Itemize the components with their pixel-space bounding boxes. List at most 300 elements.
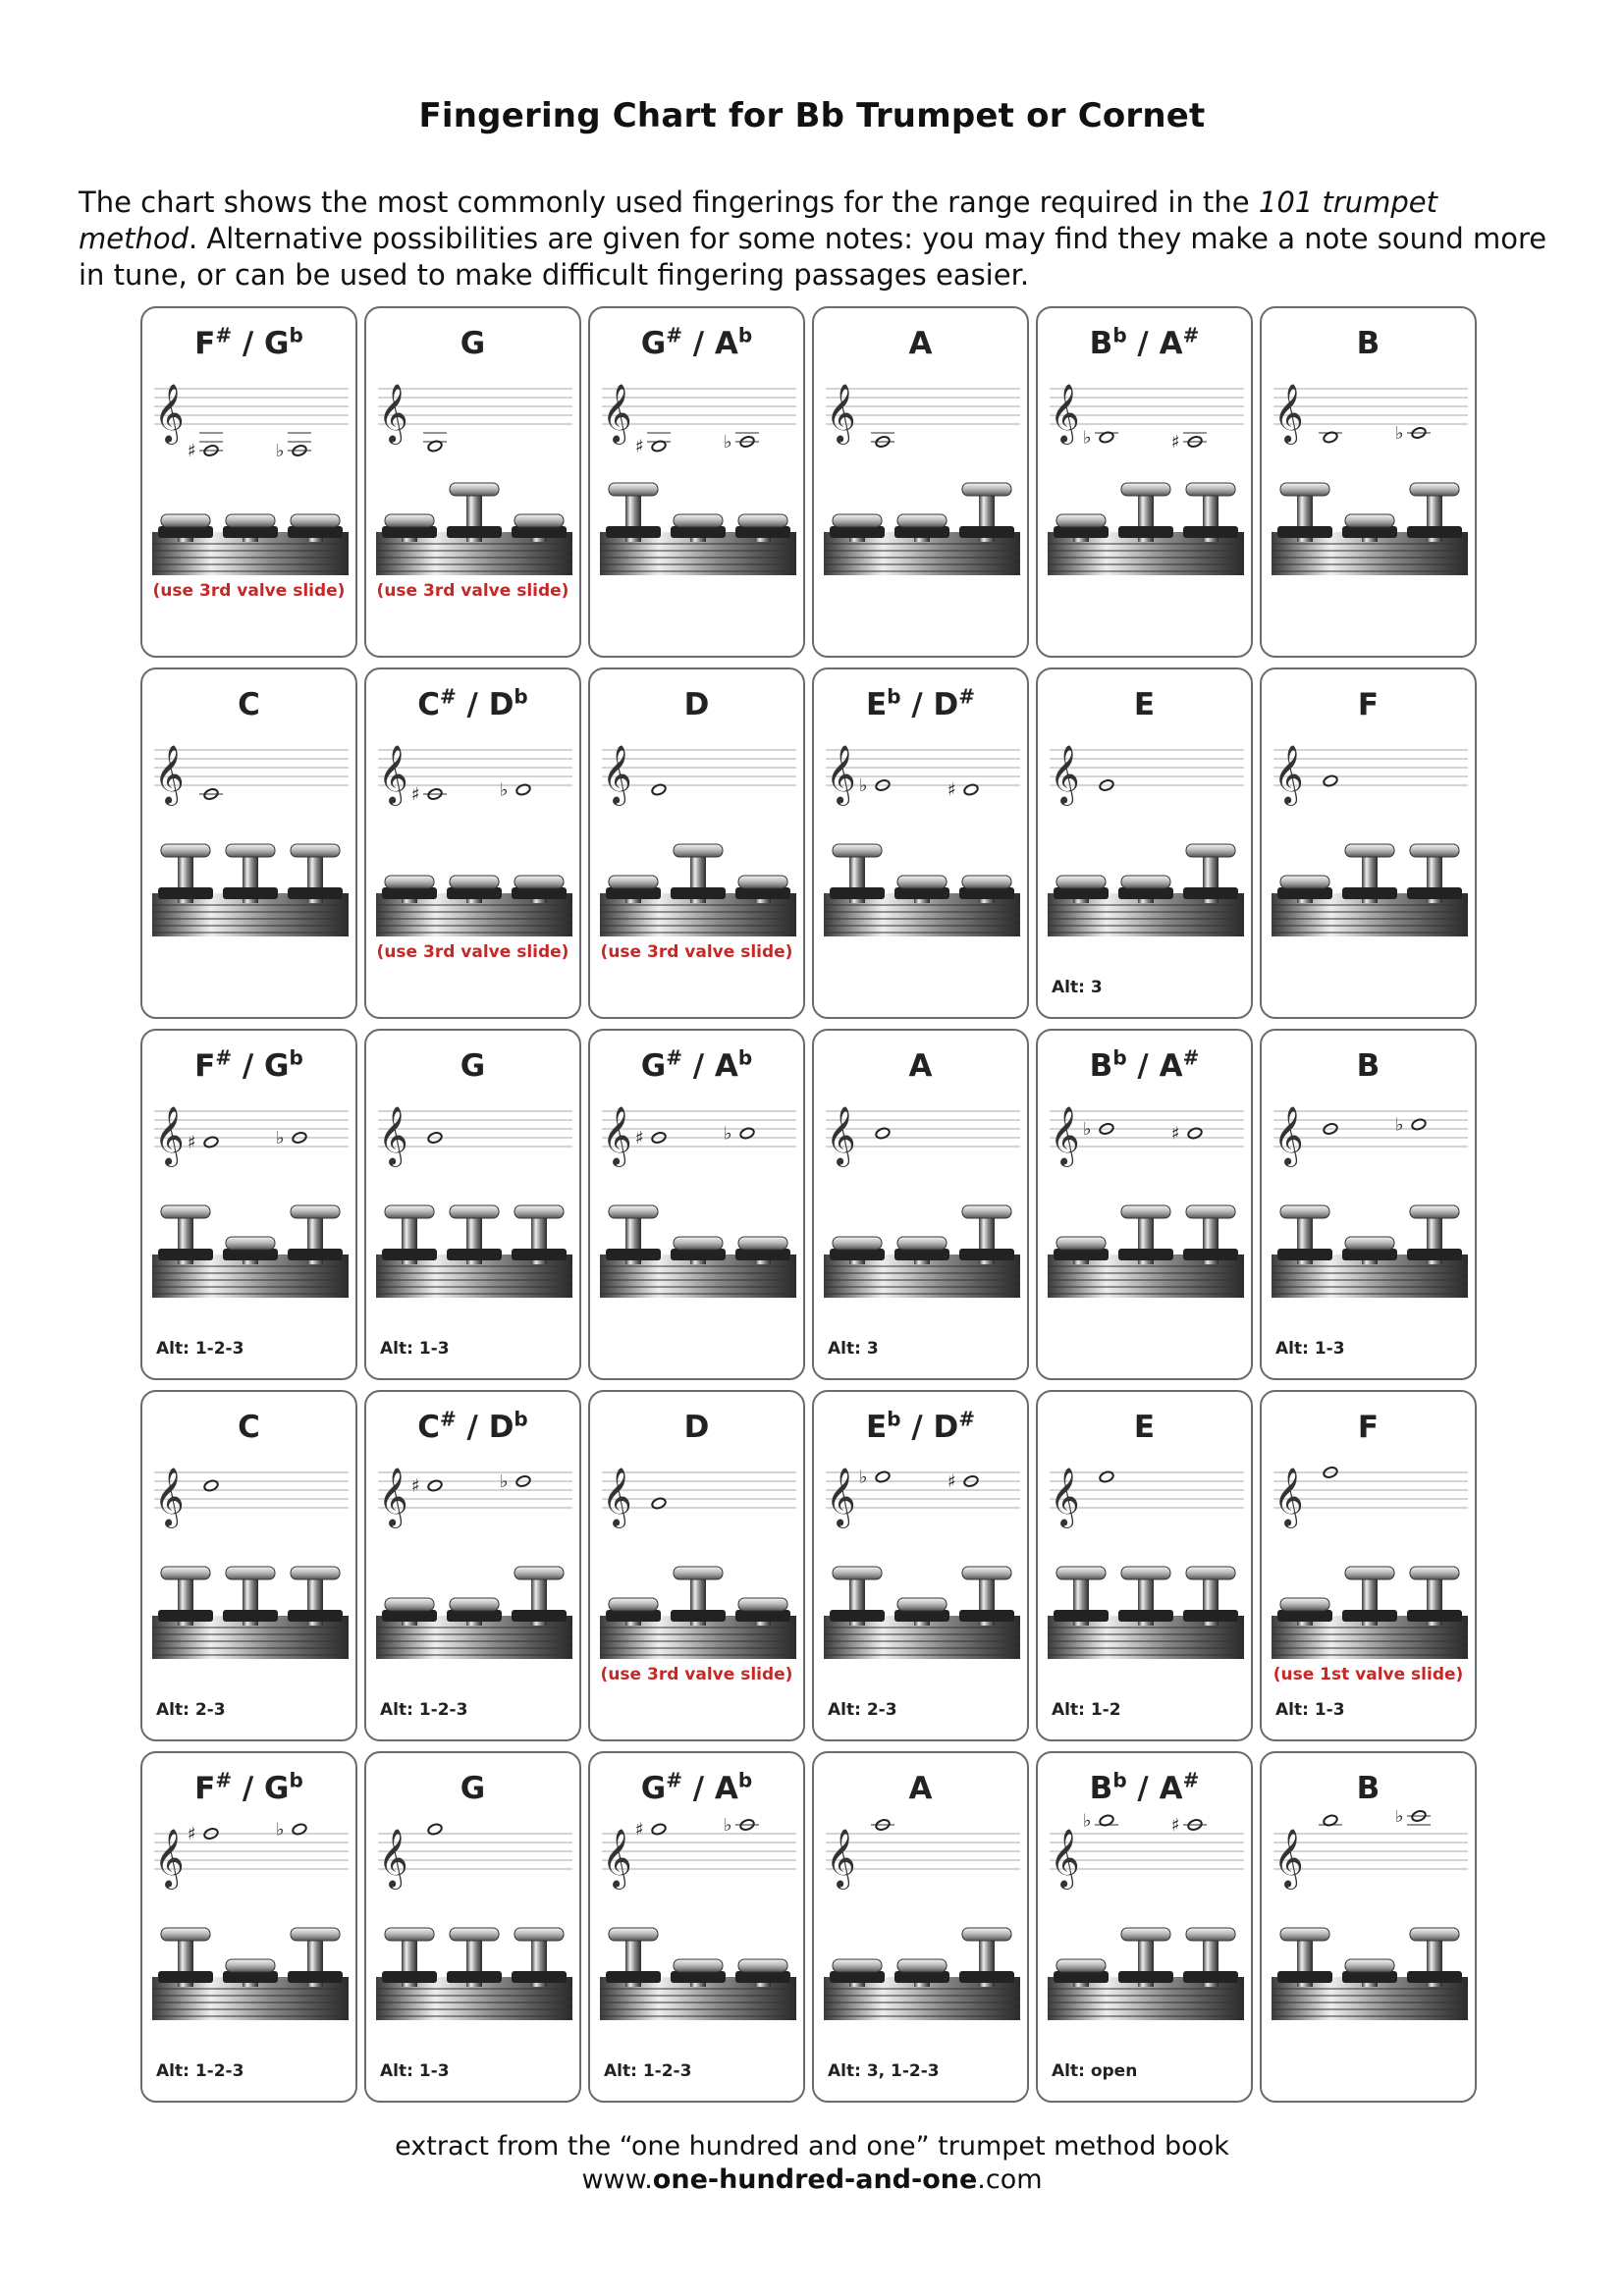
staff xyxy=(814,726,1029,825)
staff xyxy=(142,1449,357,1547)
enharmonic-letter: A xyxy=(714,1771,738,1806)
valve-collar xyxy=(223,526,278,538)
treble-clef-icon: 𝄞 xyxy=(602,1829,632,1888)
treble-clef-icon: 𝄞 xyxy=(1273,1106,1304,1165)
alt-fingering: Alt: 1-2-3 xyxy=(380,1700,468,1720)
valve-collar xyxy=(1342,1971,1397,1983)
staff-area xyxy=(1038,365,1253,467)
enharmonic-accidental: b xyxy=(289,323,303,347)
sharp-icon: ♯ xyxy=(635,436,644,457)
valve-collar xyxy=(959,887,1014,899)
staff xyxy=(1038,1088,1253,1186)
valve-collar xyxy=(671,1610,726,1622)
staff xyxy=(1262,726,1477,825)
valve-cap xyxy=(1121,1567,1170,1579)
alt-fingering: Alt: 1-3 xyxy=(1275,1339,1345,1359)
valves-area xyxy=(366,1549,581,1667)
note-letter: E xyxy=(1133,687,1156,722)
valve-collar xyxy=(1407,1610,1462,1622)
alt-fingering: Alt: 3 xyxy=(828,1339,879,1359)
valve-collar xyxy=(158,1971,213,1983)
note-accidental: b xyxy=(1112,1045,1127,1070)
valves-area xyxy=(590,827,805,944)
valve-cap xyxy=(1121,483,1170,496)
fingering-card xyxy=(140,306,357,658)
note-name xyxy=(814,326,1027,361)
valve-cap xyxy=(1186,483,1235,496)
slide-note: (use 3rd valve slide) xyxy=(600,1665,793,1684)
enharmonic-accidental: b xyxy=(737,1045,753,1070)
valve-cap xyxy=(514,1567,564,1579)
valve-diagram xyxy=(366,827,581,940)
valve-cap xyxy=(962,1205,1011,1218)
sharp-icon: ♯ xyxy=(411,1475,420,1497)
valve-collar xyxy=(447,1249,502,1260)
alt-fingering: Alt: open xyxy=(1052,2061,1138,2081)
footer-line: extract from the “one hundred and one” trumpet method book xyxy=(395,2131,1229,2162)
valve-collar xyxy=(382,1971,437,1983)
valve-cap xyxy=(1121,1205,1170,1218)
staff-area xyxy=(366,365,581,467)
note-name xyxy=(142,323,355,361)
valve-collar xyxy=(1054,526,1109,538)
valve-cap xyxy=(291,1205,340,1218)
enharmonic-letter: G xyxy=(264,1771,290,1806)
valve-cap xyxy=(1280,1928,1329,1941)
valve-diagram xyxy=(590,1188,805,1302)
valves-area xyxy=(1038,1910,1253,2028)
flat-icon: ♭ xyxy=(1083,1119,1092,1140)
name-separator: / xyxy=(232,326,265,361)
note-letter: G xyxy=(460,1048,486,1084)
valve-cap xyxy=(674,1237,723,1250)
valve-collar xyxy=(894,526,949,538)
valve-collar xyxy=(830,1971,885,1983)
valves-area xyxy=(814,1549,1029,1667)
valve-cap xyxy=(833,1959,882,1972)
alt-fingering: Alt: 1-2 xyxy=(1052,1700,1121,1720)
valve-cap xyxy=(833,844,882,857)
valve-collar xyxy=(158,887,213,899)
note-letter: G xyxy=(640,1771,667,1806)
staff xyxy=(590,726,805,825)
valve-diagram xyxy=(142,1549,357,1663)
valves-area xyxy=(814,465,1029,583)
valve-cap xyxy=(1410,483,1459,496)
staff xyxy=(366,726,581,825)
note-letter: A xyxy=(908,1048,933,1084)
valve-cap xyxy=(514,1928,564,1941)
note-letter: G xyxy=(640,1048,667,1084)
fingering-card xyxy=(1260,306,1477,658)
valve-collar xyxy=(158,1610,213,1622)
staff xyxy=(590,365,805,463)
staff-area xyxy=(142,365,357,467)
valve-collar xyxy=(223,1610,278,1622)
valve-collar xyxy=(735,1249,790,1260)
valves-area xyxy=(366,1910,581,2028)
staff xyxy=(1262,365,1477,463)
valve-collar xyxy=(959,526,1014,538)
staff xyxy=(142,1088,357,1186)
note-accidental: b xyxy=(887,684,901,709)
valve-cap xyxy=(609,1928,658,1941)
treble-clef-icon: 𝄞 xyxy=(602,1106,632,1165)
treble-clef-icon: 𝄞 xyxy=(1273,1829,1304,1888)
note-accidental: # xyxy=(440,684,457,709)
valve-cap xyxy=(291,844,340,857)
note-letter: B xyxy=(1356,326,1380,361)
valve-cap xyxy=(609,483,658,496)
valve-collar xyxy=(830,1610,885,1622)
valve-cap xyxy=(161,1205,210,1218)
note-accidental: # xyxy=(215,1045,233,1070)
valves-area xyxy=(142,465,357,583)
valve-diagram xyxy=(1038,465,1253,579)
staff-area xyxy=(366,726,581,828)
valve-cap xyxy=(226,514,275,527)
valves-area xyxy=(590,1910,805,2028)
valve-collar xyxy=(1118,1249,1173,1260)
flat-icon: ♭ xyxy=(1083,427,1092,449)
fingering-card xyxy=(588,1029,805,1380)
valve-collar xyxy=(382,1249,437,1260)
valve-cap xyxy=(609,1598,658,1611)
note-letter: B xyxy=(1356,1771,1380,1806)
valve-cap xyxy=(674,1567,723,1579)
valve-collar xyxy=(894,1971,949,1983)
valve-cap xyxy=(450,876,499,888)
valve-cap xyxy=(1121,876,1170,888)
slide-note: (use 3rd valve slide) xyxy=(152,581,346,601)
note-letter: G xyxy=(460,1771,486,1806)
valve-collar xyxy=(1118,1610,1173,1622)
staff-area xyxy=(590,1810,805,1912)
footer-url-prefix: www. xyxy=(581,2164,653,2195)
note-name xyxy=(590,1045,803,1084)
staff-area xyxy=(142,1449,357,1551)
treble-clef-icon: 𝄞 xyxy=(1050,384,1080,443)
enharmonic-accidental: b xyxy=(289,1045,303,1070)
valve-collar xyxy=(1183,887,1238,899)
valve-collar xyxy=(735,887,790,899)
staff-area xyxy=(590,1449,805,1551)
valve-collar xyxy=(512,526,567,538)
valve-cap xyxy=(450,483,499,496)
note-letter: D xyxy=(683,687,710,722)
valve-cap xyxy=(291,1928,340,1941)
valve-collar xyxy=(512,887,567,899)
fingering-card xyxy=(1036,306,1253,658)
sharp-icon: ♯ xyxy=(635,1128,644,1148)
name-separator: / xyxy=(232,1048,265,1084)
valve-collar xyxy=(1277,526,1332,538)
valve-cap xyxy=(1186,1567,1235,1579)
fingering-card xyxy=(812,667,1029,1019)
valve-collar xyxy=(1118,887,1173,899)
valve-cap xyxy=(1056,1959,1106,1972)
valves-area xyxy=(1262,1549,1477,1667)
valve-diagram xyxy=(366,1910,581,2024)
valve-collar xyxy=(447,887,502,899)
valve-cap xyxy=(291,1567,340,1579)
flat-icon: ♭ xyxy=(1395,423,1404,444)
valve-diagram xyxy=(1262,1910,1477,2024)
flat-icon: ♭ xyxy=(500,779,509,801)
valve-cap xyxy=(674,844,723,857)
staff xyxy=(590,1810,805,1908)
treble-clef-icon: 𝄞 xyxy=(378,1468,408,1526)
slide-note: (use 3rd valve slide) xyxy=(376,581,569,601)
valve-collar xyxy=(1407,1249,1462,1260)
valve-cap xyxy=(226,1959,275,1972)
fingering-card xyxy=(1036,667,1253,1019)
staff xyxy=(590,1088,805,1186)
note-letter: F xyxy=(194,1048,216,1084)
valve-cap xyxy=(1056,1237,1106,1250)
valves-area xyxy=(1262,1910,1477,2028)
valve-cap xyxy=(161,1928,210,1941)
intro-text-1: The chart shows the most commonly used fingerings for the range required in the xyxy=(79,186,1259,219)
note-name xyxy=(1038,323,1251,361)
valve-cap xyxy=(450,1205,499,1218)
alt-fingering: Alt: 2-3 xyxy=(828,1700,897,1720)
valve-cap xyxy=(1280,1598,1329,1611)
staff xyxy=(814,1810,1029,1908)
fingering-card xyxy=(1260,1390,1477,1741)
flat-icon: ♭ xyxy=(724,1815,732,1836)
valve-collar xyxy=(512,1971,567,1983)
staff-area xyxy=(590,1088,805,1190)
valve-cap xyxy=(738,1598,787,1611)
note-name xyxy=(814,1407,1027,1445)
footer-url xyxy=(0,2163,1624,2197)
slide-note: (use 3rd valve slide) xyxy=(600,942,793,962)
note-letter: F xyxy=(1357,1410,1380,1445)
valve-collar xyxy=(288,526,343,538)
staff xyxy=(1038,1810,1253,1908)
flat-icon: ♭ xyxy=(724,432,732,453)
staff xyxy=(1262,1088,1477,1186)
note-name xyxy=(366,1048,579,1084)
staff xyxy=(590,1449,805,1547)
sharp-icon: ♯ xyxy=(1171,1815,1180,1836)
valve-cap xyxy=(385,876,434,888)
note-accidental: # xyxy=(215,323,233,347)
staff-area xyxy=(1038,1810,1253,1912)
valve-diagram xyxy=(1038,1910,1253,2024)
valve-cap xyxy=(161,844,210,857)
valve-collar xyxy=(1277,1610,1332,1622)
treble-clef-icon: 𝄞 xyxy=(826,745,856,804)
treble-clef-icon: 𝄞 xyxy=(1050,1468,1080,1526)
alt-fingering: Alt: 2-3 xyxy=(156,1700,226,1720)
valve-diagram xyxy=(1262,465,1477,579)
staff-area xyxy=(814,1810,1029,1912)
valve-collar xyxy=(1118,1971,1173,1983)
staff xyxy=(366,365,581,463)
valve-cap xyxy=(1121,1928,1170,1941)
note-name xyxy=(366,1407,579,1445)
staff xyxy=(366,1810,581,1908)
staff-area xyxy=(366,1088,581,1190)
treble-clef-icon: 𝄞 xyxy=(602,384,632,443)
staff-area xyxy=(1038,1088,1253,1190)
staff-area xyxy=(1038,726,1253,828)
treble-clef-icon: 𝄞 xyxy=(826,384,856,443)
staff-area xyxy=(814,726,1029,828)
valve-cap xyxy=(514,876,564,888)
staff-area xyxy=(814,1088,1029,1190)
valve-cap xyxy=(897,876,947,888)
staff-area xyxy=(142,1810,357,1912)
sharp-icon: ♯ xyxy=(1171,1123,1180,1145)
valve-collar xyxy=(1342,1610,1397,1622)
note-letter: C xyxy=(417,1410,440,1445)
name-separator: / xyxy=(1126,1048,1160,1084)
staff-area xyxy=(1038,1449,1253,1551)
staff xyxy=(814,1449,1029,1547)
valve-cap xyxy=(1410,1567,1459,1579)
valve-cap xyxy=(897,1598,947,1611)
note-name xyxy=(1262,1048,1475,1084)
note-name xyxy=(1262,326,1475,361)
note-name xyxy=(1038,1410,1251,1445)
valve-cap xyxy=(674,1959,723,1972)
staff-area xyxy=(590,726,805,828)
note-letter: C xyxy=(417,687,440,722)
valve-collar xyxy=(447,1610,502,1622)
enharmonic-letter: A xyxy=(1159,326,1183,361)
enharmonic-accidental: b xyxy=(289,1768,303,1792)
valve-collar xyxy=(1342,887,1397,899)
treble-clef-icon: 𝄞 xyxy=(154,384,185,443)
valve-diagram xyxy=(814,1188,1029,1302)
valves-area xyxy=(1038,465,1253,583)
alt-fingering: Alt: 1-2-3 xyxy=(604,2061,692,2081)
flat-icon: ♭ xyxy=(859,775,868,796)
valve-collar xyxy=(1183,1971,1238,1983)
valves-area xyxy=(590,1549,805,1667)
valve-cap xyxy=(1056,876,1106,888)
valve-collar xyxy=(1183,526,1238,538)
valve-diagram xyxy=(142,827,357,940)
note-name xyxy=(814,1048,1027,1084)
valves-area xyxy=(1038,827,1253,944)
valve-cap xyxy=(1186,1205,1235,1218)
treble-clef-icon: 𝄞 xyxy=(1050,745,1080,804)
enharmonic-accidental: # xyxy=(958,684,975,709)
valve-diagram xyxy=(590,827,805,940)
flat-icon: ♭ xyxy=(276,441,285,461)
valve-collar xyxy=(223,887,278,899)
valve-collar xyxy=(1054,887,1109,899)
note-name xyxy=(142,1410,355,1445)
valve-collar xyxy=(512,1249,567,1260)
name-separator: / xyxy=(900,1410,934,1445)
name-separator: / xyxy=(681,1771,715,1806)
staff xyxy=(1038,365,1253,463)
valve-collar xyxy=(1183,1249,1238,1260)
valve-collar xyxy=(894,1249,949,1260)
note-name xyxy=(590,323,803,361)
note-name xyxy=(1262,1771,1475,1806)
valves-area xyxy=(142,1549,357,1667)
name-separator: / xyxy=(456,1410,489,1445)
valve-collar xyxy=(894,1610,949,1622)
valve-collar xyxy=(735,1971,790,1983)
enharmonic-accidental: b xyxy=(514,684,528,709)
valves-area xyxy=(142,827,357,944)
staff-area xyxy=(1262,1088,1477,1190)
treble-clef-icon: 𝄞 xyxy=(602,745,632,804)
enharmonic-letter: G xyxy=(264,1048,290,1084)
valve-cap xyxy=(514,1205,564,1218)
note-name xyxy=(366,326,579,361)
valve-collar xyxy=(830,526,885,538)
valve-collar xyxy=(288,1610,343,1622)
enharmonic-letter: A xyxy=(714,1048,738,1084)
treble-clef-icon: 𝄞 xyxy=(1273,384,1304,443)
valve-cap xyxy=(609,1205,658,1218)
valve-collar xyxy=(1277,1249,1332,1260)
note-name xyxy=(1038,687,1251,722)
name-separator: / xyxy=(1126,326,1160,361)
valve-cap xyxy=(738,876,787,888)
alt-fingering: Alt: 3 xyxy=(1052,978,1103,997)
valve-cap xyxy=(897,1237,947,1250)
flat-icon: ♭ xyxy=(1395,1810,1404,1827)
valve-collar xyxy=(671,1971,726,1983)
flat-icon: ♭ xyxy=(859,1467,868,1488)
sharp-icon: ♯ xyxy=(947,1471,956,1492)
fingering-card xyxy=(140,1751,357,2103)
valve-collar xyxy=(1407,526,1462,538)
valve-collar xyxy=(382,1610,437,1622)
note-letter: G xyxy=(640,326,667,361)
valve-collar xyxy=(606,1249,661,1260)
valve-cap xyxy=(1280,483,1329,496)
valves-area xyxy=(1262,827,1477,944)
treble-clef-icon: 𝄞 xyxy=(378,1829,408,1888)
valve-diagram xyxy=(1262,1549,1477,1663)
valve-diagram xyxy=(1262,1188,1477,1302)
valve-cap xyxy=(1056,1567,1106,1579)
fingering-card xyxy=(588,667,805,1019)
valve-cap xyxy=(1186,1928,1235,1941)
fingering-card xyxy=(588,1751,805,2103)
note-name xyxy=(814,684,1027,722)
valve-diagram xyxy=(142,1910,357,2024)
alt-fingering: Alt: 1-3 xyxy=(1275,1700,1345,1720)
flat-icon: ♭ xyxy=(724,1123,732,1145)
note-accidental: # xyxy=(666,1045,682,1070)
enharmonic-letter: A xyxy=(714,326,738,361)
sharp-icon: ♯ xyxy=(188,1132,196,1153)
staff-area xyxy=(814,365,1029,467)
valve-cap xyxy=(226,844,275,857)
valve-collar xyxy=(830,1249,885,1260)
fingering-card xyxy=(364,1751,581,2103)
valve-collar xyxy=(288,1971,343,1983)
valves-area xyxy=(1262,465,1477,583)
valve-collar xyxy=(1054,1249,1109,1260)
note-letter: F xyxy=(194,326,216,361)
sharp-icon: ♯ xyxy=(1171,432,1180,453)
valve-diagram xyxy=(366,1188,581,1302)
alt-fingering: Alt: 1-2-3 xyxy=(156,2061,244,2081)
valve-cap xyxy=(385,1205,434,1218)
